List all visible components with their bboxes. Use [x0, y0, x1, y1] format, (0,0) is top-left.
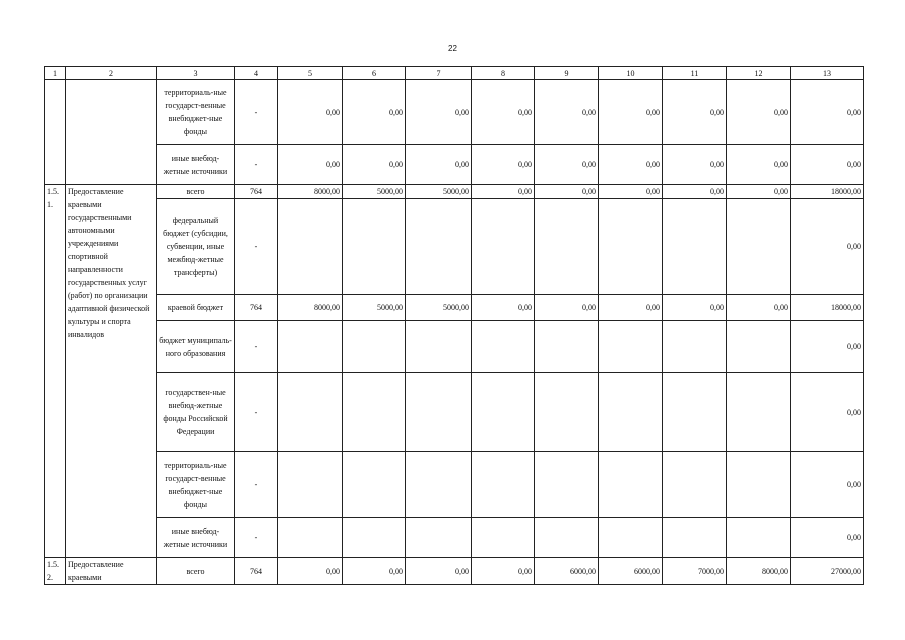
- value-cell: 18000,00: [791, 295, 864, 321]
- funding-source-cell: всего: [157, 558, 235, 585]
- column-header: 8: [472, 67, 535, 80]
- total-cell: 0,00: [791, 452, 864, 518]
- item-number: 1.5. 1.: [45, 185, 66, 558]
- column-header: 12: [727, 67, 791, 80]
- empty-cell: [472, 452, 535, 518]
- item-name: Предоставление краевыми государственными автономными учреждениями спортивной направленности государственных услуг (работ) по организации адаптивной физической культуры и спорта инвалидов: [66, 185, 157, 558]
- empty-cell: [535, 199, 599, 295]
- empty-cell: [599, 199, 663, 295]
- value-cell: 0,00: [278, 80, 343, 145]
- value-cell: 5000,00: [343, 295, 406, 321]
- empty-cell: [278, 452, 343, 518]
- empty-cell: [472, 199, 535, 295]
- empty-cell: [343, 373, 406, 452]
- column-header: 6: [343, 67, 406, 80]
- table-row: [45, 373, 864, 452]
- value-cell: 5000,00: [406, 295, 472, 321]
- row-number-cell: [45, 80, 66, 185]
- column-header: 10: [599, 67, 663, 80]
- funding-source-cell: бюджет муниципаль-ного образования: [157, 321, 235, 373]
- empty-cell: [663, 452, 727, 518]
- page-number: 22: [448, 44, 457, 53]
- value-cell: 0,00: [791, 80, 864, 145]
- empty-cell: [727, 452, 791, 518]
- value-cell: 5000,00: [343, 185, 406, 199]
- code-cell: -: [235, 373, 278, 452]
- funding-source-cell: территориаль-ные государст-венные внебюджет-ные фонды: [157, 80, 235, 145]
- funding-source-cell: краевой бюджет: [157, 295, 235, 321]
- column-header: 9: [535, 67, 599, 80]
- empty-cell: [535, 321, 599, 373]
- total-cell: 0,00: [791, 518, 864, 558]
- value-cell: 0,00: [472, 145, 535, 185]
- total-cell: 0,00: [791, 321, 864, 373]
- total-cell: 0,00: [791, 373, 864, 452]
- value-cell: 0,00: [472, 80, 535, 145]
- empty-cell: [406, 518, 472, 558]
- empty-cell: [663, 199, 727, 295]
- empty-cell: [599, 321, 663, 373]
- value-cell: 0,00: [406, 145, 472, 185]
- value-cell: 0,00: [535, 295, 599, 321]
- empty-cell: [727, 199, 791, 295]
- funding-source-cell: всего: [157, 185, 235, 199]
- column-header: 2: [66, 67, 157, 80]
- table-row: [45, 558, 864, 585]
- value-cell: 0,00: [599, 145, 663, 185]
- value-cell: 6000,00: [535, 558, 599, 585]
- empty-cell: [599, 452, 663, 518]
- empty-cell: [406, 452, 472, 518]
- funding-source-cell: иные внебюд-жетные источники: [157, 145, 235, 185]
- value-cell: 0,00: [663, 80, 727, 145]
- empty-cell: [406, 373, 472, 452]
- empty-cell: [343, 518, 406, 558]
- value-cell: 0,00: [343, 558, 406, 585]
- value-cell: 0,00: [599, 80, 663, 145]
- budget-table: [44, 66, 864, 585]
- code-cell: -: [235, 518, 278, 558]
- empty-cell: [343, 321, 406, 373]
- empty-cell: [599, 518, 663, 558]
- column-header: 5: [278, 67, 343, 80]
- column-header: 13: [791, 67, 864, 80]
- value-cell: 0,00: [599, 185, 663, 199]
- value-cell: 0,00: [535, 145, 599, 185]
- empty-cell: [278, 321, 343, 373]
- row-name-cell: [66, 80, 157, 185]
- funding-source-cell: федеральный бюджет (субсидии, субвенции, иные межбюд-жетные трансферты): [157, 199, 235, 295]
- empty-cell: [278, 518, 343, 558]
- value-cell: 7000,00: [663, 558, 727, 585]
- code-cell: -: [235, 321, 278, 373]
- empty-cell: [278, 199, 343, 295]
- value-cell: 0,00: [663, 295, 727, 321]
- table-row: [45, 518, 864, 558]
- empty-cell: [343, 199, 406, 295]
- code-cell: 764: [235, 185, 278, 199]
- value-cell: 18000,00: [791, 185, 864, 199]
- code-cell: -: [235, 452, 278, 518]
- value-cell: 0,00: [472, 185, 535, 199]
- value-cell: 0,00: [599, 295, 663, 321]
- value-cell: 0,00: [535, 185, 599, 199]
- empty-cell: [535, 452, 599, 518]
- empty-cell: [472, 373, 535, 452]
- value-cell: 0,00: [727, 185, 791, 199]
- item-name: Предоставление краевыми: [66, 558, 157, 585]
- value-cell: 0,00: [278, 145, 343, 185]
- empty-cell: [406, 199, 472, 295]
- empty-cell: [535, 518, 599, 558]
- funding-source-cell: государствен-ные внебюд-жетные фонды Российской Федерации: [157, 373, 235, 452]
- table-row: [45, 452, 864, 518]
- empty-cell: [727, 321, 791, 373]
- empty-cell: [343, 452, 406, 518]
- value-cell: 0,00: [727, 145, 791, 185]
- table-row: [45, 80, 864, 145]
- table-row: [45, 321, 864, 373]
- empty-cell: [727, 518, 791, 558]
- value-cell: 0,00: [791, 145, 864, 185]
- table-row: [45, 295, 864, 321]
- empty-cell: [472, 321, 535, 373]
- value-cell: 8000,00: [278, 185, 343, 199]
- value-cell: 0,00: [535, 80, 599, 145]
- table-row: [45, 199, 864, 295]
- empty-cell: [599, 373, 663, 452]
- funding-source-cell: иные внебюд-жетные источники: [157, 518, 235, 558]
- value-cell: 0,00: [406, 80, 472, 145]
- value-cell: 0,00: [663, 145, 727, 185]
- empty-cell: [663, 518, 727, 558]
- code-cell: -: [235, 199, 278, 295]
- code-cell: 764: [235, 295, 278, 321]
- value-cell: 8000,00: [278, 295, 343, 321]
- empty-cell: [663, 373, 727, 452]
- value-cell: 8000,00: [727, 558, 791, 585]
- value-cell: 0,00: [472, 558, 535, 585]
- value-cell: 6000,00: [599, 558, 663, 585]
- funding-source-cell: территориаль-ные государст-венные внебюджет-ные фонды: [157, 452, 235, 518]
- value-cell: 0,00: [343, 145, 406, 185]
- column-header: 1: [45, 67, 66, 80]
- value-cell: 27000,00: [791, 558, 864, 585]
- column-header: 3: [157, 67, 235, 80]
- table-row: [45, 185, 864, 199]
- empty-cell: [727, 373, 791, 452]
- value-cell: 0,00: [278, 558, 343, 585]
- value-cell: 0,00: [727, 80, 791, 145]
- value-cell: 0,00: [663, 185, 727, 199]
- column-header: 11: [663, 67, 727, 80]
- value-cell: 0,00: [406, 558, 472, 585]
- empty-cell: [535, 373, 599, 452]
- value-cell: 5000,00: [406, 185, 472, 199]
- code-cell: -: [235, 80, 278, 145]
- column-numbers-row: [45, 67, 864, 80]
- empty-cell: [663, 321, 727, 373]
- item-number: 1.5. 2.: [45, 558, 66, 585]
- value-cell: 0,00: [343, 80, 406, 145]
- table-row: [45, 145, 864, 185]
- column-header: 4: [235, 67, 278, 80]
- empty-cell: [278, 373, 343, 452]
- column-header: 7: [406, 67, 472, 80]
- empty-cell: [472, 518, 535, 558]
- total-cell: 0,00: [791, 199, 864, 295]
- value-cell: 0,00: [472, 295, 535, 321]
- empty-cell: [406, 321, 472, 373]
- value-cell: 0,00: [727, 295, 791, 321]
- code-cell: -: [235, 145, 278, 185]
- code-cell: 764: [235, 558, 278, 585]
